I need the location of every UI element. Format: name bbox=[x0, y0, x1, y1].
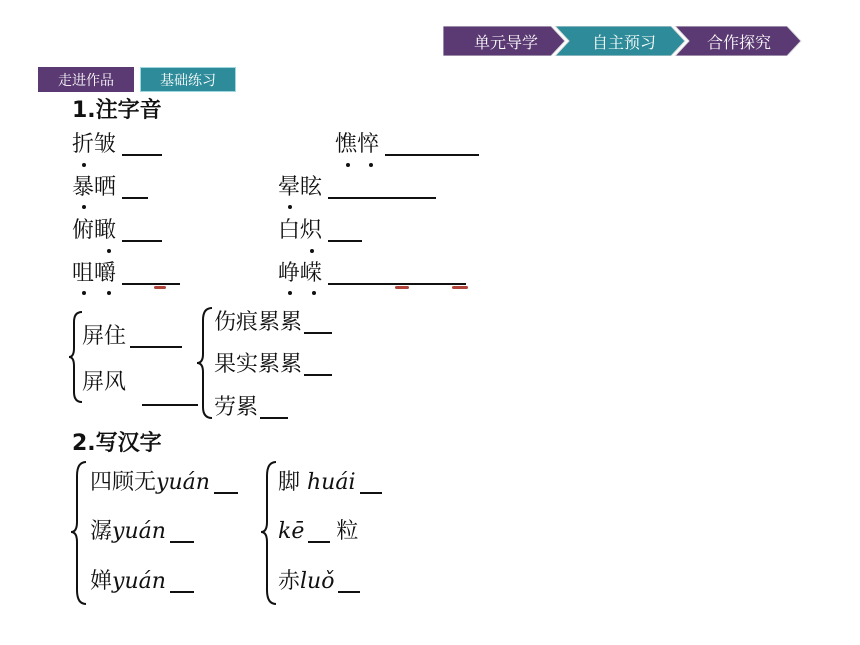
write-char-item: 赤luǒ bbox=[278, 571, 360, 593]
answer-blank[interactable] bbox=[142, 384, 198, 406]
polyphone-item: 屏风 bbox=[82, 370, 127, 395]
nav-step-unit-guide[interactable]: 单元导学 bbox=[473, 32, 538, 52]
word-item: 俯瞰 bbox=[72, 220, 162, 242]
tab-practice[interactable]: 基础练习 bbox=[140, 67, 236, 92]
answer-blank[interactable] bbox=[328, 220, 362, 242]
polyphone-item: 果实累累 bbox=[214, 354, 332, 376]
write-char-item: 潺yuán bbox=[90, 521, 194, 543]
emphasis-dot bbox=[82, 291, 86, 295]
left-brace-icon bbox=[196, 306, 214, 421]
answer-blank[interactable] bbox=[130, 326, 182, 348]
write-char-item: 四顾无yuán bbox=[90, 472, 238, 494]
emphasis-dot bbox=[82, 163, 86, 167]
emphasis-dot bbox=[107, 249, 111, 253]
answer-blank[interactable] bbox=[360, 472, 382, 494]
top-nav bbox=[443, 26, 803, 56]
word-item: 峥嵘 bbox=[278, 263, 466, 285]
emphasis-dot bbox=[82, 205, 86, 209]
handwriting-mark bbox=[395, 286, 409, 289]
polyphone-item: 屏住 bbox=[82, 326, 182, 348]
emphasis-dot bbox=[369, 163, 373, 167]
polyphone-item: 劳累 bbox=[214, 397, 288, 419]
answer-blank[interactable] bbox=[338, 571, 360, 593]
answer-blank[interactable] bbox=[328, 177, 436, 199]
answer-blank[interactable] bbox=[122, 177, 148, 199]
answer-blank[interactable] bbox=[122, 134, 162, 156]
word-item: 白炽 bbox=[278, 220, 362, 242]
answer-blank[interactable] bbox=[122, 263, 180, 285]
answer-blank[interactable] bbox=[122, 220, 162, 242]
polyphone-item: 伤痕累累 bbox=[214, 312, 332, 334]
answer-blank[interactable] bbox=[385, 134, 479, 156]
write-char-item: kē 粒 bbox=[278, 519, 359, 544]
emphasis-dot bbox=[310, 249, 314, 253]
handwriting-mark bbox=[154, 286, 166, 289]
nav-step-self-preview[interactable]: 自主预习 bbox=[591, 32, 656, 52]
answer-blank[interactable] bbox=[304, 354, 332, 376]
write-char-item: 脚 huái bbox=[278, 472, 382, 494]
answer-blank[interactable] bbox=[170, 521, 194, 543]
answer-blank[interactable] bbox=[170, 571, 194, 593]
word-item: 憔悴 bbox=[335, 134, 479, 156]
answer-blank[interactable] bbox=[214, 472, 238, 494]
section1-title: 1.注字音 bbox=[72, 98, 162, 123]
section2-title: 2.写汉字 bbox=[72, 431, 162, 456]
answer-blank[interactable] bbox=[328, 263, 466, 285]
emphasis-dot bbox=[346, 163, 350, 167]
answer-blank[interactable] bbox=[308, 521, 330, 543]
left-brace-icon bbox=[70, 460, 88, 606]
word-item: 暴晒 bbox=[72, 177, 148, 199]
emphasis-dot bbox=[107, 291, 111, 295]
emphasis-dot bbox=[312, 291, 316, 295]
word-item: 晕眩 bbox=[278, 177, 436, 199]
word-item: 咀嚼 bbox=[72, 263, 180, 285]
answer-blank[interactable] bbox=[260, 397, 288, 419]
handwriting-mark bbox=[452, 286, 468, 289]
write-char-item: 婵yuán bbox=[90, 571, 194, 593]
emphasis-dot bbox=[288, 291, 292, 295]
answer-blank[interactable] bbox=[304, 312, 332, 334]
word-item: 折皱 bbox=[72, 134, 162, 156]
tab-works[interactable]: 走进作品 bbox=[38, 67, 134, 92]
emphasis-dot bbox=[288, 205, 292, 209]
left-brace-icon bbox=[260, 460, 278, 606]
nav-step-cooperative-inquiry[interactable]: 合作探究 bbox=[706, 32, 771, 52]
